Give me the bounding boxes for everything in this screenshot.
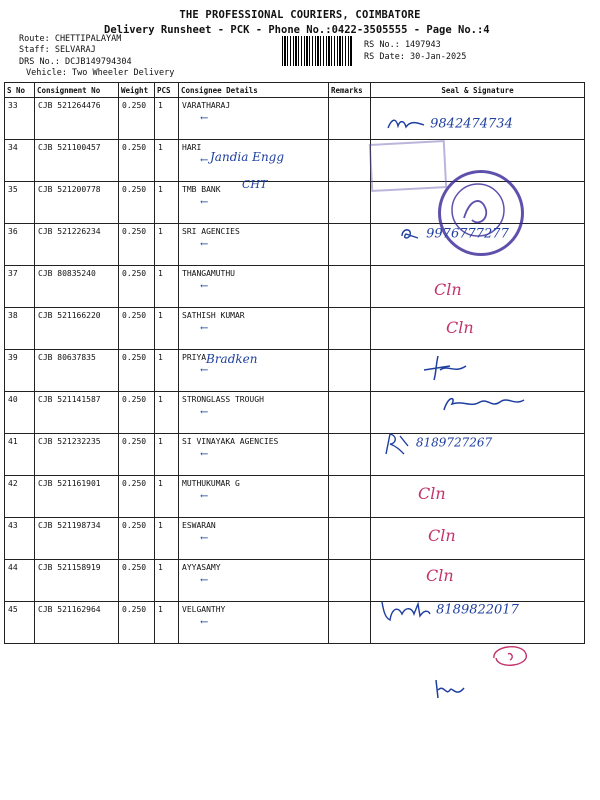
col-signature: Seal & Signature [371,83,585,98]
consignee-name: PRIYA [182,353,207,362]
row-pcs: 1 [155,266,179,308]
row-remarks [329,476,371,518]
row-weight: 0.250 [119,224,155,266]
signature-39-icon [420,350,470,384]
tick-mark-icon: ← [200,155,209,166]
row-signature [371,350,585,392]
runsheet-table [4,82,585,644]
row-weight: 0.250 [119,308,155,350]
row-weight: 0.250 [119,602,155,644]
consignee-name: AYYASAMY [182,563,221,572]
col-sno: S No [5,83,35,98]
staff-label: Staff: SELVARAJ [19,45,96,55]
faded-stamp-box [369,140,447,192]
row-signature [371,560,585,602]
tick-mark-icon: ← [200,197,209,208]
row-remarks [329,308,371,350]
row-pcs: 1 [155,476,179,518]
row-pcs: 1 [155,350,179,392]
rs-date: RS Date: 30-Jan-2025 [364,52,467,62]
row-pcs: 1 [155,518,179,560]
consignee-name: SRI AGENCIES [182,227,240,236]
consignee-name: TMB BANK [182,185,221,194]
row-consignee [179,224,329,266]
row-consignment: CJB 521161901 [35,476,119,518]
row-consignment: CJB 521232235 [35,434,119,476]
handwritten-phone-45: 8189822017 [378,598,519,622]
row-sno: 38 [5,308,35,350]
handwritten-phone-41: 8189727267 [382,430,492,456]
row-sno: 42 [5,476,35,518]
tick-mark-icon: ← [200,323,209,334]
signature-scribble-icon [386,116,426,132]
row-pcs: 1 [155,434,179,476]
row-remarks [329,140,371,182]
signature-scribble-icon [398,226,422,242]
row-signature [371,518,585,560]
row-sno: 45 [5,602,35,644]
tick-mark-icon: ← [200,575,209,586]
row-remarks [329,560,371,602]
col-consignment: Consignment No [35,83,119,98]
row-pcs: 1 [155,602,179,644]
row-sno: 44 [5,560,35,602]
barcode [282,36,352,66]
row-remarks [329,602,371,644]
table-header-row [5,83,585,98]
table-row [5,434,585,476]
drs-label: DRS No.: DCJB149794304 [19,57,132,67]
row-sno: 39 [5,350,35,392]
handwritten-note-39: Bradken [206,352,258,366]
row-consignee [179,392,329,434]
col-weight: Weight [119,83,155,98]
handwritten-cln-42: Cln [418,484,446,503]
row-signature [371,476,585,518]
row-pcs: 1 [155,182,179,224]
row-weight: 0.250 [119,266,155,308]
row-remarks [329,182,371,224]
col-pcs: PCS [155,83,179,98]
row-sno: 37 [5,266,35,308]
table-row [5,350,585,392]
handwritten-cln-43: Cln [428,526,456,545]
row-sno: 36 [5,224,35,266]
row-sno: 43 [5,518,35,560]
row-consignment: CJB 80637835 [35,350,119,392]
table-row [5,560,585,602]
row-weight: 0.250 [119,98,155,140]
row-pcs: 1 [155,98,179,140]
company-title: THE PROFESSIONAL COURIERS, COIMBATORE [179,9,421,21]
consignee-name: SI VINAYAKA AGENCIES [182,437,279,446]
row-weight: 0.250 [119,350,155,392]
row-sno: 33 [5,98,35,140]
row-weight: 0.250 [119,392,155,434]
signature-scribble-icon [382,430,412,456]
col-consignee: Consignee Details [179,83,329,98]
tick-mark-icon: ← [200,449,209,460]
consignee-name: SATHISH KUMAR [182,311,245,320]
row-remarks [329,350,371,392]
vehicle-label: Vehicle: Two Wheeler Delivery [26,68,175,78]
row-weight: 0.250 [119,476,155,518]
row-consignee [179,560,329,602]
row-consignee [179,434,329,476]
table-row [5,266,585,308]
tick-mark-icon: ← [200,617,209,628]
tick-mark-icon: ← [200,407,209,418]
table-row [5,518,585,560]
rs-number: RS No.: 1497943 [364,40,441,50]
row-remarks [329,392,371,434]
col-remarks: Remarks [329,83,371,98]
row-consignment: CJB 521158919 [35,560,119,602]
row-pcs: 1 [155,560,179,602]
row-consignment: CJB 521198734 [35,518,119,560]
handwritten-cln-37: Cln [434,280,462,299]
row-sno: 40 [5,392,35,434]
tick-mark-icon: ← [200,113,209,124]
handwritten-note-35: CHT [242,178,268,191]
tick-mark-icon: ← [200,533,209,544]
table-row [5,308,585,350]
handwritten-phone-36: 9976777277 [398,226,509,242]
consignee-name: ESWARAN [182,521,216,530]
table-row [5,476,585,518]
tick-mark-icon: ← [200,365,209,376]
tick-mark-icon: ← [200,239,209,250]
row-signature [371,266,585,308]
signature-40-icon [440,390,530,416]
consignee-name: THANGAMUTHU [182,269,235,278]
row-remarks [329,266,371,308]
row-consignment: CJB 80835240 [35,266,119,308]
tick-mark-icon: ← [200,491,209,502]
tick-mark-icon: ← [200,281,209,292]
row-pcs: 1 [155,392,179,434]
pink-initials-icon [430,676,470,702]
signature-scribble-icon [378,598,432,622]
row-consignment: CJB 521264476 [35,98,119,140]
consignee-name: HARI [182,143,202,152]
consignee-name: VELGANTHY [182,605,226,614]
route-label: Route: CHETTIPALAYAM [19,34,122,44]
row-pcs: 1 [155,140,179,182]
consignee-name: STRONGLASS TROUGH [182,395,264,404]
row-sno: 34 [5,140,35,182]
pink-scribble-icon [484,640,534,672]
row-remarks [329,224,371,266]
row-consignment: CJB 521166220 [35,308,119,350]
row-remarks [329,98,371,140]
row-remarks [329,518,371,560]
row-weight: 0.250 [119,518,155,560]
row-weight: 0.250 [119,140,155,182]
row-consignment: CJB 521100457 [35,140,119,182]
row-pcs: 1 [155,224,179,266]
row-weight: 0.250 [119,560,155,602]
handwritten-phone-33: 9842474734 [386,116,513,132]
consignee-name: MUTHUKUMAR G [182,479,240,488]
row-consignee [179,518,329,560]
row-consignment: CJB 521141587 [35,392,119,434]
handwritten-cln-44: Cln [426,566,454,585]
row-signature [371,308,585,350]
seal-stamp [438,170,524,256]
row-sno: 41 [5,434,35,476]
row-consignee [179,266,329,308]
row-consignee [179,602,329,644]
row-consignment: CJB 521162964 [35,602,119,644]
row-consignee [179,308,329,350]
row-consignee [179,98,329,140]
row-pcs: 1 [155,308,179,350]
consignee-name: VARATHARAJ [182,101,231,110]
row-consignee [179,476,329,518]
row-remarks [329,434,371,476]
row-consignment: CJB 521200778 [35,182,119,224]
handwritten-cln-38: Cln [446,318,474,337]
row-weight: 0.250 [119,434,155,476]
runsheet-subtitle: Delivery Runsheet - PCK - Phone No.:0422-3505555 - Page No.:4 [104,24,490,36]
row-sno: 35 [5,182,35,224]
row-weight: 0.250 [119,182,155,224]
handwritten-note-34: Jandia Engg [210,150,285,164]
row-consignment: CJB 521226234 [35,224,119,266]
